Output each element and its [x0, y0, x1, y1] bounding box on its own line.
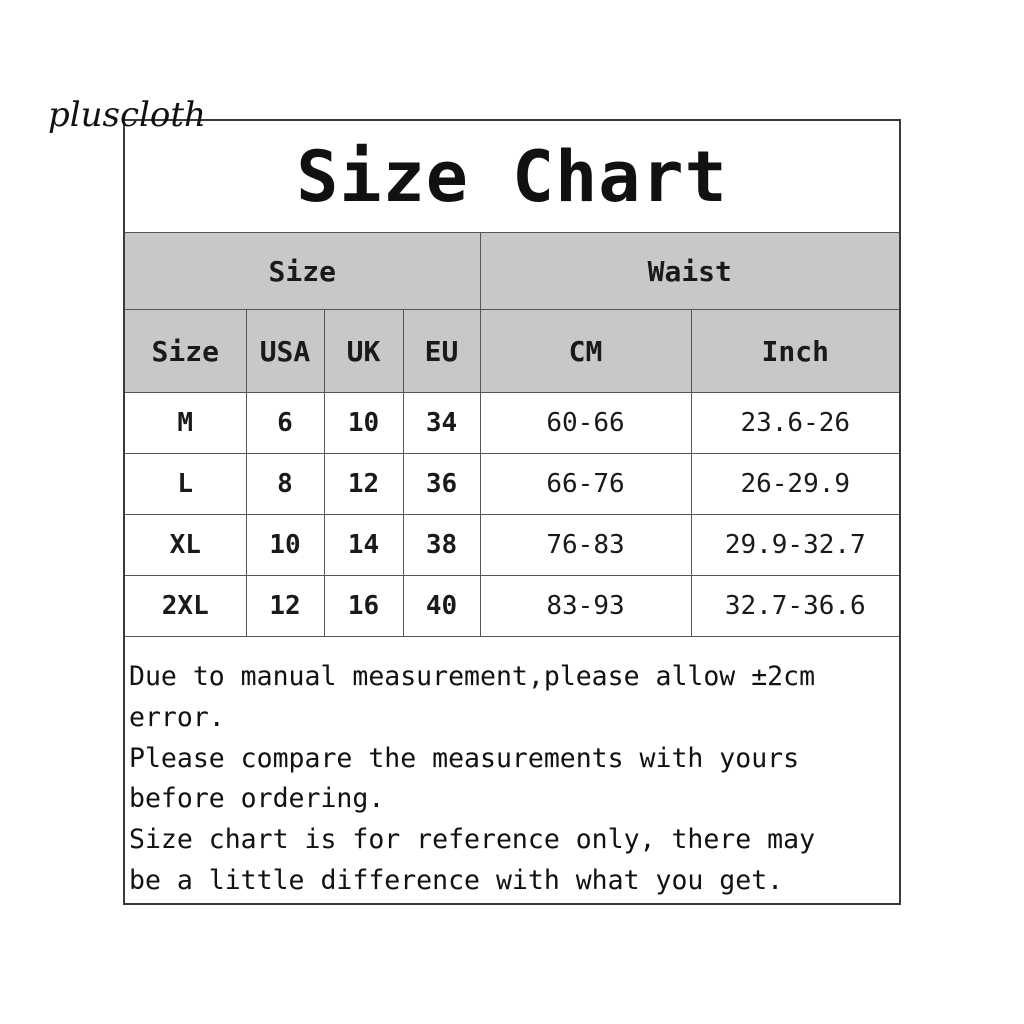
- cell-inch: 29.9-32.7: [691, 515, 899, 576]
- note-line: Size chart is for reference only, there may: [129, 824, 816, 856]
- cell-eu: 36: [403, 454, 480, 515]
- cell-cm: 66-76: [480, 454, 691, 515]
- cell-eu: 40: [403, 576, 480, 637]
- cell-cm: 60-66: [480, 393, 691, 454]
- note-line: error.: [129, 701, 225, 733]
- group-header-row: [125, 233, 899, 310]
- column-header-usa: USA: [246, 310, 324, 393]
- cell-eu: 34: [403, 393, 480, 454]
- cell-cm: 76-83: [480, 515, 691, 576]
- column-header-uk: UK: [324, 310, 403, 393]
- cell-uk: 14: [324, 515, 403, 576]
- cell-uk: 10: [324, 393, 403, 454]
- chart-title: Size Chart: [296, 135, 728, 218]
- table-row: [125, 515, 899, 576]
- column-header-row: [125, 310, 899, 393]
- cell-uk: 16: [324, 576, 403, 637]
- note-line: be a little difference with what you get.: [129, 864, 784, 896]
- cell-usa: 6: [246, 393, 324, 454]
- cell-eu: 38: [403, 515, 480, 576]
- cell-size: 2XL: [125, 576, 246, 637]
- column-header-inch: Inch: [691, 310, 899, 393]
- cell-uk: 12: [324, 454, 403, 515]
- note-line: Please compare the measurements with yours: [129, 742, 800, 774]
- note-line: Due to manual measurement,please allow ±2cm: [129, 661, 816, 692]
- group-header-waist: Waist: [480, 233, 899, 310]
- cell-size: M: [125, 393, 246, 454]
- group-header-size: Size: [125, 233, 480, 310]
- cell-usa: 12: [246, 576, 324, 637]
- cell-size: L: [125, 454, 246, 515]
- table-row: [125, 454, 899, 515]
- cell-cm: 83-93: [480, 576, 691, 637]
- column-header-eu: EU: [403, 310, 480, 393]
- cell-inch: 23.6-26: [691, 393, 899, 454]
- note-line: before ordering.: [129, 783, 385, 815]
- cell-usa: 8: [246, 454, 324, 515]
- table-row: [125, 576, 899, 637]
- table-row: [125, 393, 899, 454]
- cell-size: XL: [125, 515, 246, 576]
- cell-usa: 10: [246, 515, 324, 576]
- column-header-cm: CM: [480, 310, 691, 393]
- notes-block: [129, 657, 895, 902]
- chart-title-row: [125, 121, 899, 233]
- size-table: [125, 233, 899, 637]
- column-header-size: Size: [125, 310, 246, 393]
- cell-inch: 32.7-36.6: [691, 576, 899, 637]
- cell-inch: 26-29.9: [691, 454, 899, 515]
- size-chart: [123, 119, 901, 905]
- brand-watermark: pluscloth: [48, 95, 206, 135]
